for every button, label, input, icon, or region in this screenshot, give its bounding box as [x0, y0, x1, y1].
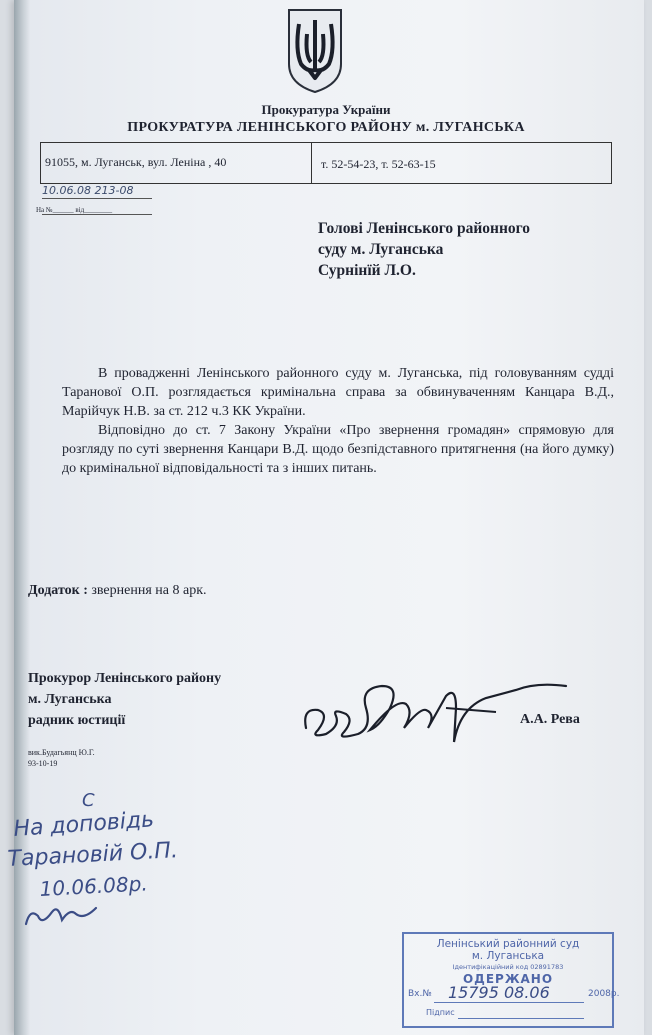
executor-phone: 93-10-19: [28, 759, 58, 768]
attachment-line: [28, 583, 207, 599]
handwritten-line-3: Тарановій О.П.: [7, 838, 179, 872]
stamp-signature-line: [458, 1018, 584, 1019]
signatory-line1: Прокурор Ленінського району: [28, 671, 222, 686]
stamp-in-line: [434, 1002, 584, 1003]
stamp-received: ОДЕРЖАНО: [462, 972, 554, 986]
org-line-district: ПРОКУРАТУРА ЛЕНІНСЬКОГО РАЙОНУ м. ЛУГАНСЬКА: [127, 120, 525, 135]
stamp-line2: м. Луганська: [471, 950, 545, 962]
trident-emblem-icon: [285, 6, 345, 94]
handwritten-resolution: [0, 780, 330, 940]
letter-body: [62, 364, 614, 478]
address-divider: [311, 143, 312, 183]
addressee-line3: Сурнінїй Л.О.: [318, 262, 416, 279]
org-line-ministry: Прокуратура України: [261, 102, 391, 117]
executor-block: [28, 747, 95, 769]
handwritten-line-1: С: [82, 790, 95, 811]
attachment-label: Додаток :: [28, 583, 88, 598]
handwritten-initials: [26, 908, 96, 924]
court-received-stamp: [402, 932, 620, 1028]
stamp-signature-label: Підпис: [426, 1008, 455, 1017]
body-paragraph-1: В провадженні Ленінського районного суду м. Луганська, під головуванням судді Таранової О.П. розглядається кримінальна справа за обвинуваченням Канцара В.Д., Марійчук Н.В. за ст. 212 ч.3 КК України.: [62, 366, 614, 419]
signatory-line2: м. Луганська: [28, 692, 112, 707]
addressee-line2: суду м. Луганська: [318, 241, 444, 258]
signatory-name: А.А. Рева: [520, 712, 580, 727]
stamp-in-label: Вх.№: [408, 989, 432, 999]
body-paragraph-2: Відповідно до ст. 7 Закону України «Про звернення громадян» спрямовую для розгляду по суті звернення Канцари В.Д. щодо безпідставного притягнення (на його думку) до кримінальної відповідальності та з інших питань.: [62, 423, 614, 476]
addressee-block: [318, 218, 530, 281]
stamp-line1: Ленінський районний суд: [436, 938, 580, 950]
address-text: 91055, м. Луганськ, вул. Леніна , 40: [45, 155, 227, 169]
outgoing-number-line: [42, 198, 152, 199]
incoming-reference-line: [42, 214, 152, 215]
incoming-reference-label: На №______ від________: [36, 206, 113, 214]
stamp-year: 2008р.: [588, 989, 620, 999]
attachment-text: звернення на 8 арк.: [87, 583, 207, 598]
address-box: [40, 142, 612, 184]
handwritten-line-4: 10.06.08р.: [39, 871, 149, 901]
outgoing-number-handwritten: 10.06.08 213-08: [42, 184, 134, 197]
executor-name: вик.Будагьянц Ю.Г.: [28, 748, 95, 757]
addressee-line1: Голові Ленінського районного: [318, 220, 531, 237]
signatory-line3: радник юстиції: [28, 713, 126, 728]
phone-text: т. 52-54-23, т. 52-63-15: [321, 157, 436, 171]
signatory-block: [28, 668, 221, 731]
handwritten-line-2: На доповідь: [12, 807, 155, 842]
stamp-in-value: 15795 08.06: [448, 983, 550, 1002]
stamp-line3: Ідентифікаційний код 02891783: [452, 963, 564, 971]
